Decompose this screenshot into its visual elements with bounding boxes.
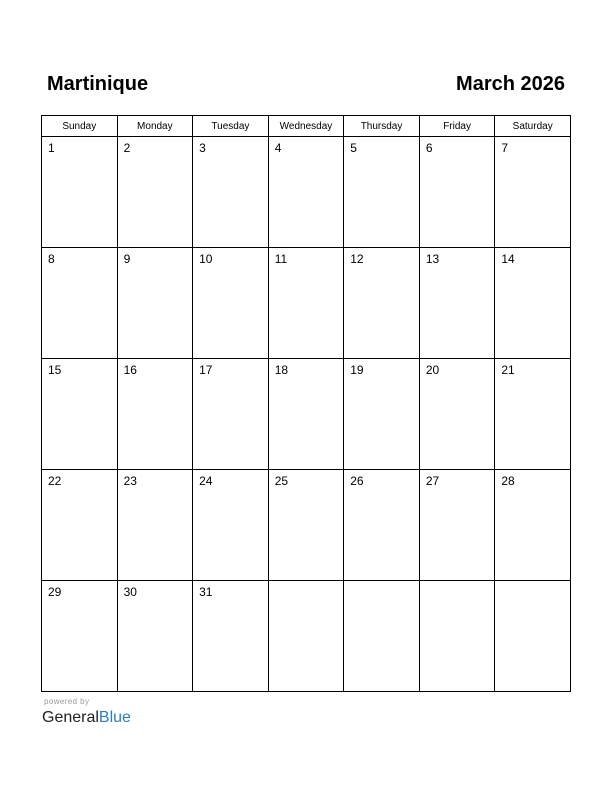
day-number: 30 <box>123 585 137 599</box>
day-cell <box>495 248 571 359</box>
day-number <box>420 581 495 585</box>
day-number: 13 <box>425 252 440 266</box>
day-number <box>344 581 419 585</box>
day-number: 20 <box>425 363 440 377</box>
day-cell <box>268 581 344 692</box>
day-number: 21 <box>501 363 515 377</box>
footer-branding <box>42 697 131 728</box>
day-cell <box>344 137 420 248</box>
day-cell <box>117 470 193 581</box>
day-cell <box>495 137 571 248</box>
country-title: Martinique <box>47 73 149 95</box>
day-number: 31 <box>199 585 213 599</box>
day-number: 27 <box>425 474 440 488</box>
day-cell <box>344 248 420 359</box>
day-number: 14 <box>501 252 515 266</box>
week-row <box>42 470 571 581</box>
day-cell <box>193 248 269 359</box>
day-number <box>269 581 344 585</box>
day-cell <box>193 470 269 581</box>
day-cell <box>117 248 193 359</box>
weekday-wednesday: Wednesday <box>268 116 344 137</box>
day-cell <box>344 359 420 470</box>
week-row <box>42 137 571 248</box>
week-row <box>42 581 571 692</box>
day-cell <box>495 359 571 470</box>
day-cell <box>495 581 571 692</box>
calendar-grid <box>41 115 571 692</box>
day-cell <box>117 359 193 470</box>
day-number: 11 <box>274 252 288 266</box>
day-number: 17 <box>199 363 213 377</box>
weekday-header-row <box>42 116 571 137</box>
day-number: 29 <box>48 585 62 599</box>
day-number: 1 <box>48 141 55 155</box>
day-cell <box>42 248 118 359</box>
day-cell <box>419 470 495 581</box>
day-cell <box>268 359 344 470</box>
day-number: 23 <box>123 474 137 488</box>
day-cell <box>42 137 118 248</box>
day-number: 3 <box>199 141 206 155</box>
day-number: 22 <box>48 474 62 488</box>
day-number: 12 <box>350 252 364 266</box>
weekday-tuesday: Tuesday <box>193 116 269 137</box>
day-number: 15 <box>48 363 62 377</box>
day-number: 2 <box>123 141 131 155</box>
brand-blue: Blue <box>98 709 131 726</box>
day-number: 28 <box>501 474 515 488</box>
day-number: 8 <box>48 252 55 266</box>
day-number: 10 <box>199 252 213 266</box>
day-number <box>495 581 570 585</box>
day-cell <box>419 248 495 359</box>
day-cell <box>268 248 344 359</box>
generalblue-logo <box>42 708 131 728</box>
day-cell <box>42 359 118 470</box>
day-number: 26 <box>350 474 364 488</box>
day-cell <box>193 581 269 692</box>
day-cell <box>419 137 495 248</box>
day-cell <box>495 470 571 581</box>
day-cell <box>419 359 495 470</box>
day-number: 4 <box>274 141 282 155</box>
day-number: 5 <box>350 141 357 155</box>
day-number: 18 <box>274 363 289 377</box>
day-cell <box>42 581 118 692</box>
weekday-friday: Friday <box>419 116 495 137</box>
day-cell <box>117 137 193 248</box>
day-cell <box>268 137 344 248</box>
day-cell <box>268 470 344 581</box>
day-number: 7 <box>501 141 509 155</box>
weekday-sunday: Sunday <box>42 116 118 137</box>
month-year-title: March 2026 <box>456 73 565 95</box>
weekday-thursday: Thursday <box>344 116 420 137</box>
weekday-monday: Monday <box>117 116 193 137</box>
week-row <box>42 359 571 470</box>
day-number: 16 <box>123 363 137 377</box>
day-number: 19 <box>350 363 364 377</box>
day-number: 6 <box>425 141 433 155</box>
brand-general: General <box>42 709 99 726</box>
weekday-saturday: Saturday <box>495 116 571 137</box>
day-cell <box>193 137 269 248</box>
day-cell <box>419 581 495 692</box>
day-cell <box>117 581 193 692</box>
day-number: 9 <box>123 252 131 266</box>
week-row <box>42 248 571 359</box>
day-cell <box>193 359 269 470</box>
day-cell <box>344 581 420 692</box>
day-cell <box>42 470 118 581</box>
day-cell <box>344 470 420 581</box>
day-number: 24 <box>199 474 213 488</box>
day-number: 25 <box>274 474 289 488</box>
powered-by-label: powered by <box>44 697 90 706</box>
